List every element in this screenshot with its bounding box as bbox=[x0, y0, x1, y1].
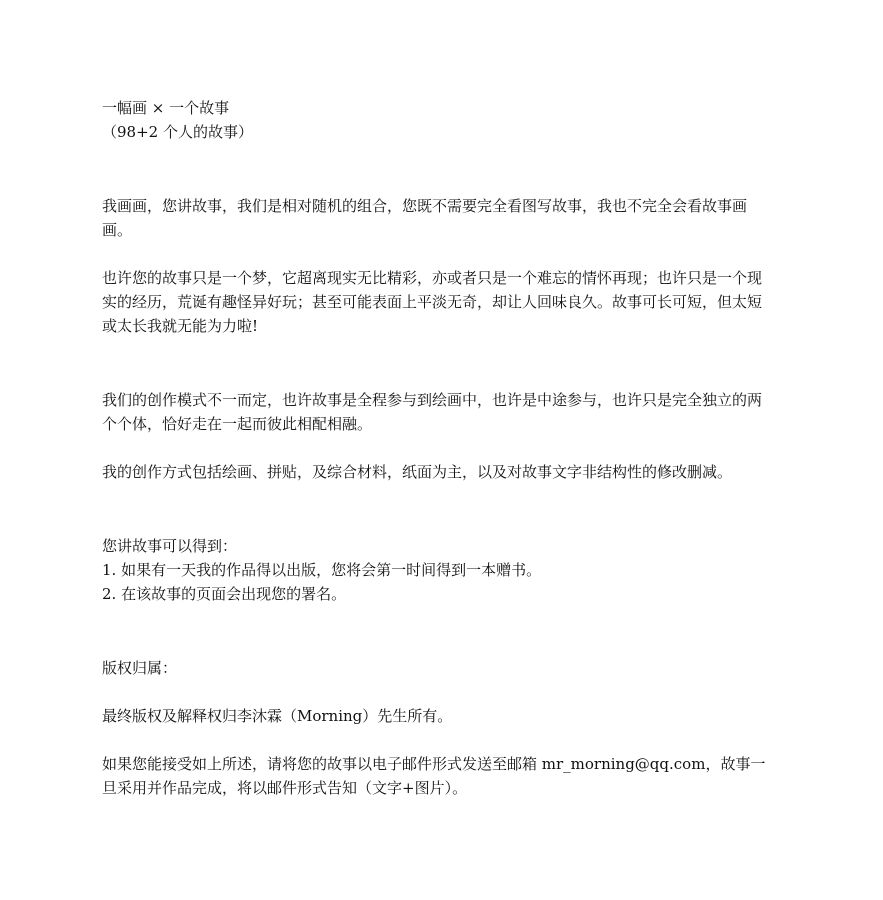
paragraph-story-types: 也许您的故事只是一个梦，它超离现实无比精彩，亦或者只是一个难忘的情怀再现；也许只是一个现实的经历，荒诞有趣怪异好玩；甚至可能表面上平淡无奇，却让人回味良久。故事可长可短，但太短或太长我就无能为力啦! bbox=[102, 269, 763, 335]
contact-instructions: 如果您能接受如上所述，请将您的故事以电子邮件形式发送至邮箱 mr_morning@qq.com，故事一旦采用并作品完成，将以邮件形式告知（文字+图片）。 bbox=[102, 755, 766, 797]
benefit-item-credit: 2. 在该故事的页面会出现您的署名。 bbox=[102, 585, 347, 603]
paragraph-creation-method: 我的创作方式包括绘画、拼贴，及综合材料，纸面为主，以及对故事文字非结构性的修改删减。 bbox=[102, 463, 733, 481]
document-page bbox=[102, 96, 774, 800]
paragraph-intro: 我画画，您讲故事，我们是相对随机的组合，您既不需要完全看图写故事，我也不完全会看故事画画。 bbox=[102, 197, 748, 239]
document-subtitle: （98+2 个人的故事） bbox=[102, 123, 253, 141]
benefits-list bbox=[102, 558, 774, 606]
document-title: 一幅画 × 一个故事 bbox=[102, 99, 230, 117]
copyright-statement: 最终版权及解释权归李沐霖（Morning）先生所有。 bbox=[102, 707, 453, 725]
copyright-heading: 版权归属： bbox=[102, 659, 178, 677]
benefits-heading: 您讲故事可以得到： bbox=[102, 537, 238, 555]
benefit-item-book: 1. 如果有一天我的作品得以出版，您将会第一时间得到一本赠书。 bbox=[102, 561, 542, 579]
paragraph-creation-mode: 我们的创作模式不一而定，也许故事是全程参与到绘画中，也许是中途参与，也许只是完全独立的两个个体，恰好走在一起而彼此相配相融。 bbox=[102, 391, 763, 433]
